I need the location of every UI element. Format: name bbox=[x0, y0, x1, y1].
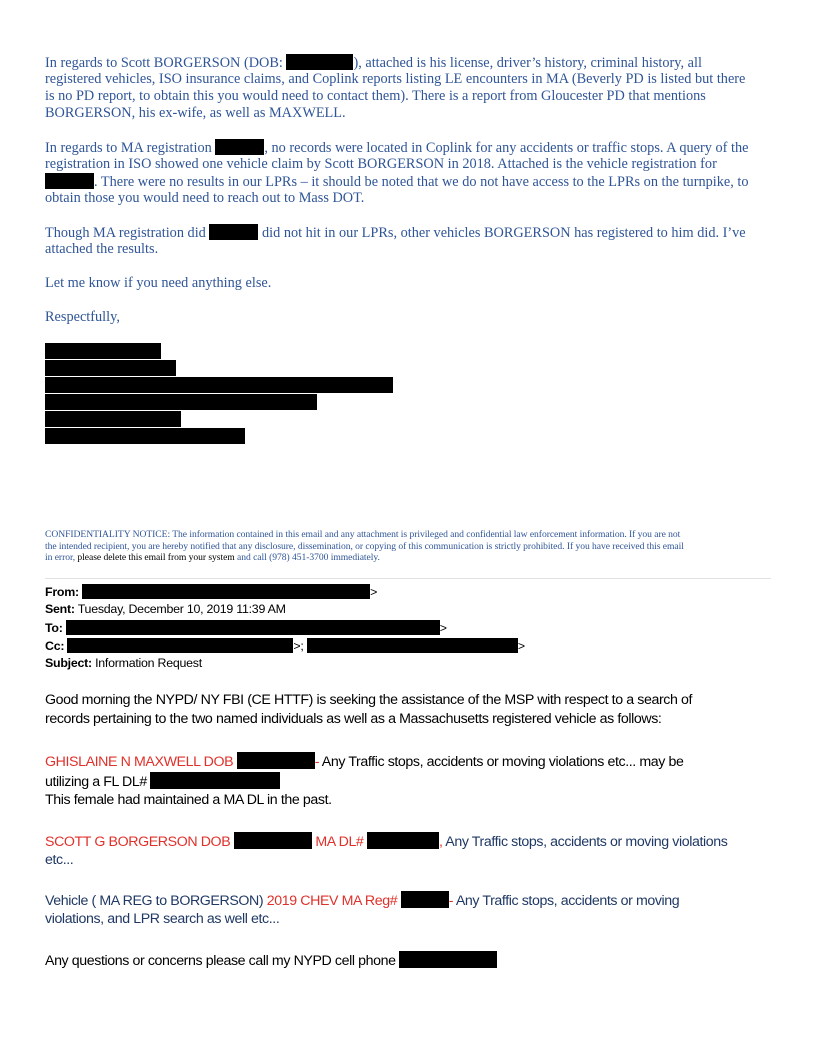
redaction bbox=[67, 638, 293, 653]
text: >; bbox=[293, 639, 304, 653]
text: - bbox=[448, 893, 454, 909]
reply-p3-line bbox=[45, 224, 746, 242]
redaction bbox=[45, 428, 245, 444]
redaction bbox=[367, 832, 439, 849]
text: In regards to MA registration bbox=[45, 140, 216, 156]
text: please delete this email from your system bbox=[77, 552, 235, 563]
text: , bbox=[438, 834, 443, 850]
redaction bbox=[45, 173, 94, 189]
redaction bbox=[150, 772, 280, 789]
to-row bbox=[45, 620, 447, 635]
text: did not hit in our LPRs, other vehicles BORGERSON has registered to him did. I’ve bbox=[258, 225, 746, 241]
redaction bbox=[45, 411, 181, 427]
to-label: To: bbox=[45, 621, 63, 635]
sent-value: Tuesday, December 10, 2019 11:39 AM bbox=[77, 602, 286, 616]
subject-value: Information Request bbox=[95, 656, 202, 670]
redaction bbox=[82, 584, 370, 599]
from-row bbox=[45, 584, 377, 599]
notice-line: the intended recipient, you are hereby notified that any disclosure, dissemination, or copying of this communication is strictly prohibited. If you have received this email bbox=[45, 541, 684, 552]
closing-line bbox=[45, 951, 497, 969]
redaction bbox=[45, 377, 393, 393]
cc-label: Cc: bbox=[45, 639, 65, 653]
text: in error, bbox=[45, 552, 78, 563]
redaction bbox=[237, 752, 315, 769]
subject-label: Subject: bbox=[45, 656, 92, 670]
borgerson-line bbox=[45, 832, 727, 850]
text: > bbox=[439, 621, 447, 635]
text: utilizing a FL DL# bbox=[45, 774, 151, 790]
from-label: From: bbox=[45, 585, 79, 599]
notice-line: CONFIDENTIALITY NOTICE: The information contained in this email and any attachment is privileged and confidential law enforcement information. If you are not bbox=[45, 529, 681, 540]
redaction bbox=[66, 620, 440, 635]
intro-line: Good morning the NYPD/ NY FBI (CE HTTF) is seeking the assistance of the MSP with respect to a search of bbox=[45, 692, 693, 708]
text: Though MA registration did bbox=[45, 225, 210, 241]
sent-label: Sent: bbox=[45, 602, 75, 616]
redaction bbox=[209, 224, 258, 240]
text: > bbox=[370, 585, 378, 599]
divider bbox=[45, 578, 771, 579]
reply-p2-line: registration in ISO showed one vehicle claim by Scott BORGERSON in 2018. Attached is the vehicle registration for bbox=[45, 156, 717, 172]
reply-p1-line: BORGERSON, his ex-wife, as well as MAXWELL. bbox=[45, 105, 346, 121]
text: Any Traffic stops, accidents or moving violations bbox=[442, 834, 728, 850]
text: , no records were located in Coplink for any accidents or traffic stops. A query of the bbox=[264, 140, 749, 156]
redaction bbox=[234, 832, 312, 849]
maxwell-line bbox=[45, 752, 684, 770]
text: > bbox=[517, 639, 525, 653]
redaction bbox=[286, 54, 353, 70]
text: GHISLAINE N MAXWELL DOB bbox=[45, 754, 237, 770]
text: - bbox=[314, 754, 320, 770]
text: 2019 CHEV MA Reg# bbox=[266, 893, 401, 909]
maxwell-line: This female had maintained a MA DL in the past. bbox=[45, 792, 332, 808]
text: In regards to Scott BORGERSON (DOB: bbox=[45, 55, 287, 71]
reply-p1-line: is no PD report, to obtain this you would need to contact them). There is a report from Gloucester PD that mentions bbox=[45, 88, 706, 104]
redaction bbox=[215, 139, 264, 155]
text: ), attached is his license, driver’s history, criminal history, all bbox=[353, 55, 702, 71]
borgerson-line: etc... bbox=[45, 852, 74, 868]
text: SCOTT G BORGERSON DOB bbox=[45, 834, 234, 850]
redaction bbox=[399, 951, 497, 968]
maxwell-line bbox=[45, 772, 280, 790]
reply-p2-line bbox=[45, 173, 749, 191]
text: . There were no results in our LPRs – it should be noted that we do not have access to the LPRs on the turnpike, to bbox=[94, 174, 749, 190]
text: Vehicle ( MA REG to BORGERSON) bbox=[45, 893, 267, 909]
reply-p1-line: registered vehicles, ISO insurance claims, and Coplink reports listing LE encounters in MA (Beverly PD is listed but there bbox=[45, 71, 746, 87]
redaction bbox=[401, 891, 449, 908]
text: Any questions or concerns please call my NYPD cell phone bbox=[45, 953, 400, 969]
reply-p4: Let me know if you need anything else. bbox=[45, 275, 272, 291]
vehicle-line bbox=[45, 891, 679, 909]
reply-closing: Respectfully, bbox=[45, 309, 120, 325]
intro-line: records pertaining to the two named individuals as well as a Massachusetts registered vehicle as follows: bbox=[45, 711, 662, 727]
reply-p3-line: attached the results. bbox=[45, 241, 159, 257]
reply-p2-line bbox=[45, 139, 748, 157]
redaction bbox=[45, 394, 317, 410]
notice-line bbox=[45, 552, 380, 563]
vehicle-line: violations, and LPR search as well etc... bbox=[45, 911, 280, 927]
sent-row bbox=[45, 602, 286, 616]
reply-p2-line: obtain those you would need to reach out to Mass DOT. bbox=[45, 190, 365, 206]
text: and call (978) 451-3700 immediately. bbox=[234, 552, 380, 563]
redaction bbox=[45, 360, 176, 376]
text: MA DL# bbox=[311, 834, 367, 850]
text: Any Traffic stops, accidents or moving violations etc... may be bbox=[319, 754, 684, 770]
redaction bbox=[307, 638, 518, 653]
text: Any Traffic stops, accidents or moving bbox=[453, 893, 680, 909]
redaction bbox=[45, 343, 161, 359]
subject-row bbox=[45, 656, 202, 670]
cc-row bbox=[45, 638, 525, 653]
reply-p1-line bbox=[45, 54, 702, 72]
